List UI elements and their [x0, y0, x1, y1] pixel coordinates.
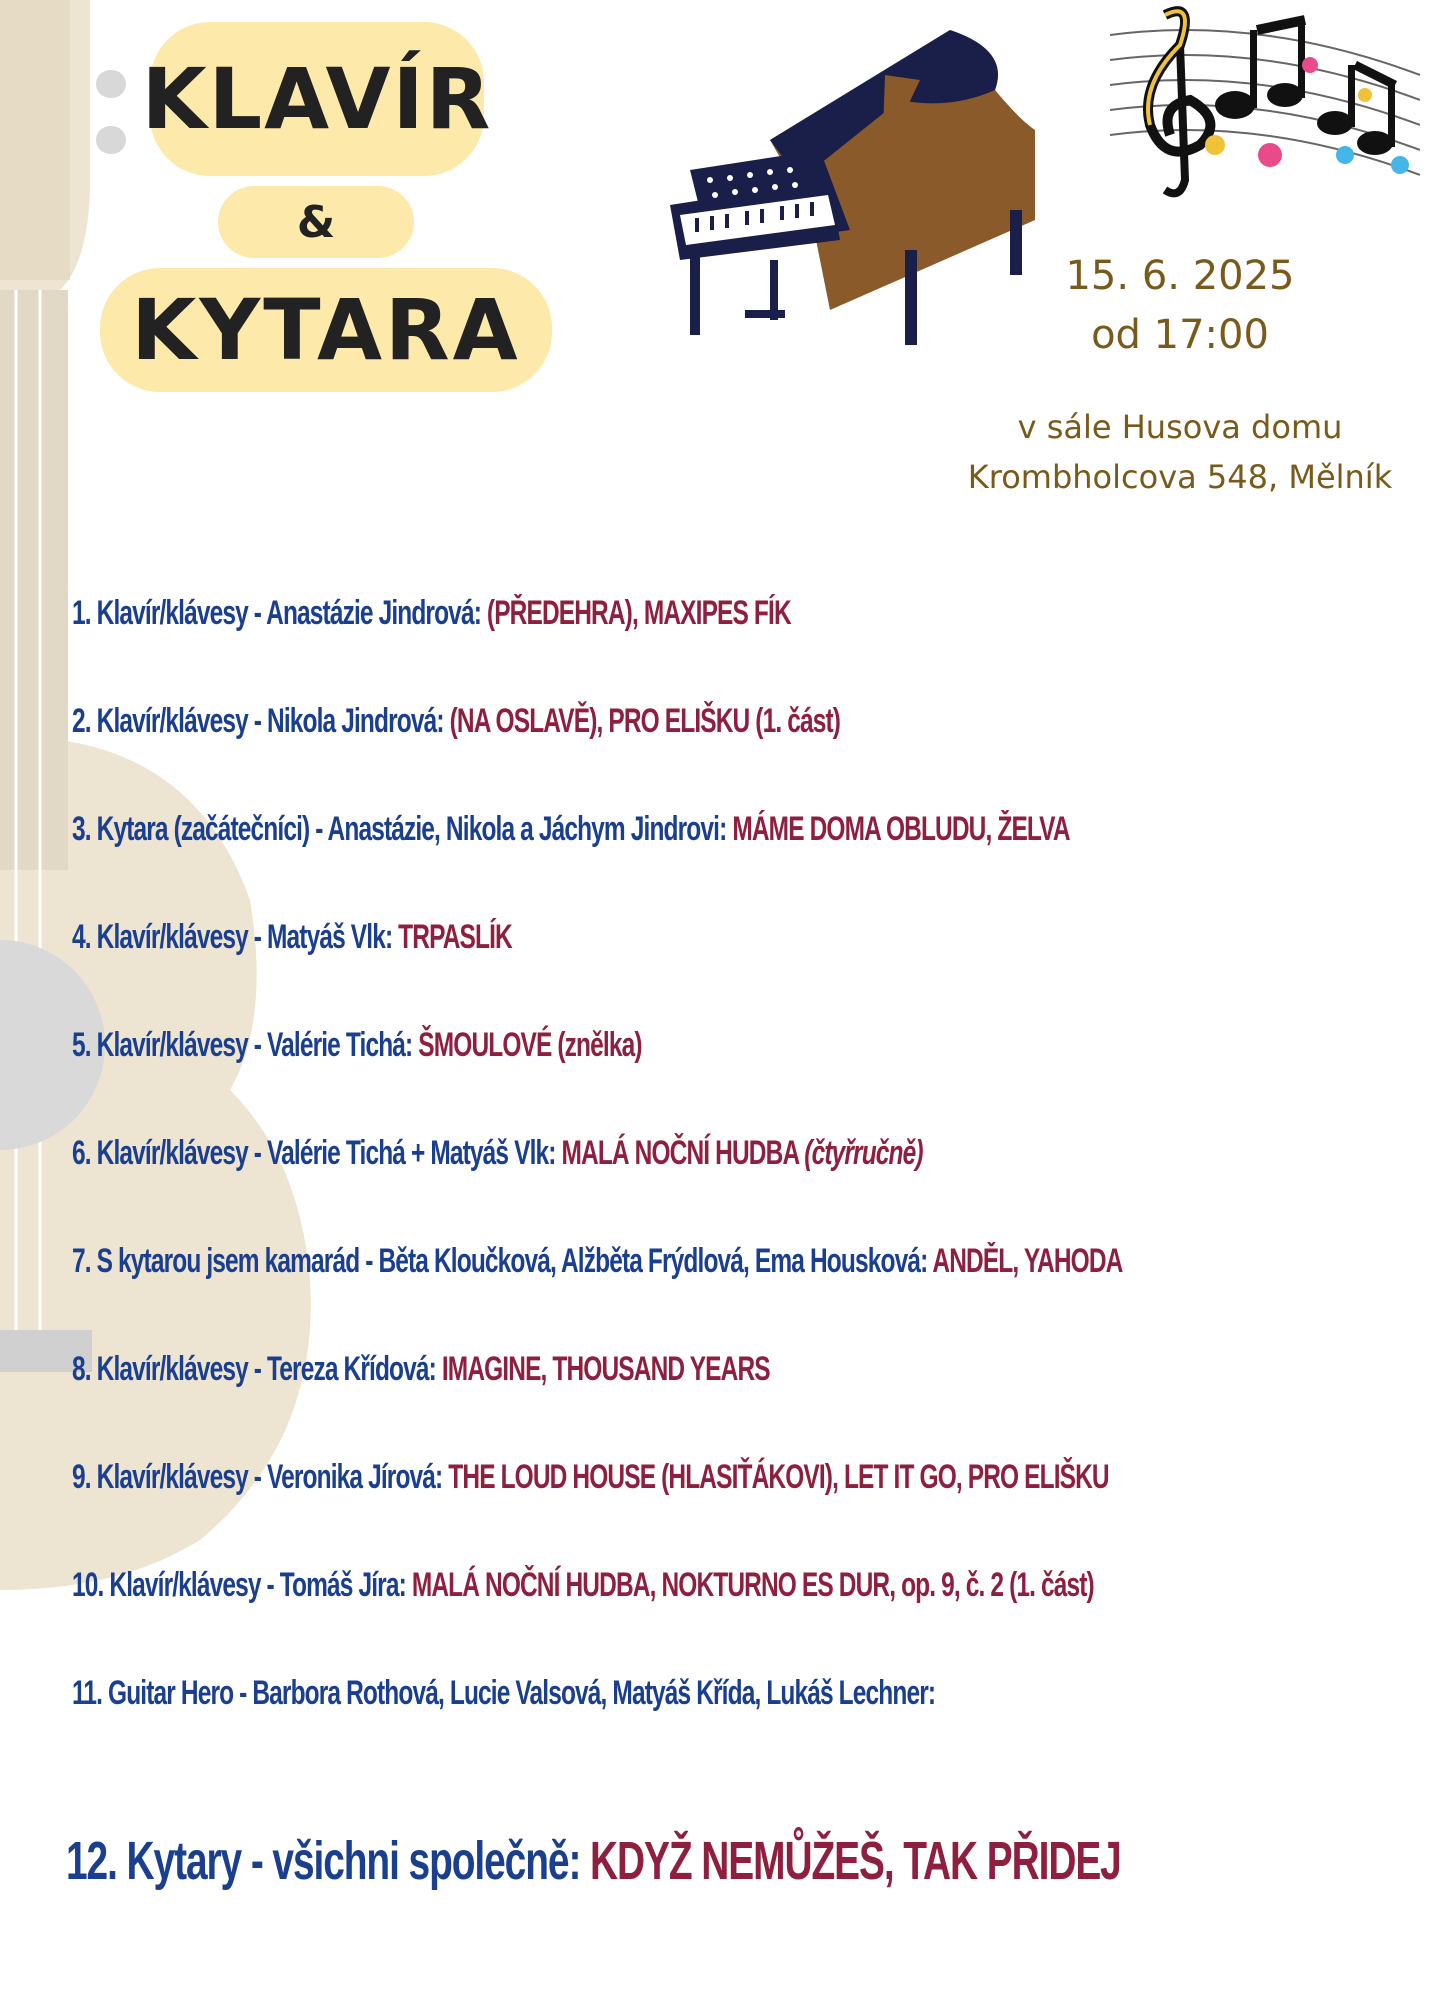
- program-item-3: [72, 810, 1070, 849]
- program-item-number: 11.: [72, 1674, 103, 1712]
- program-item-songs-note: (čtyřručně): [804, 1134, 923, 1172]
- program-item-songs: MALÁ NOČNÍ HUDBA, NOKTURNO ES DUR, op. 9, č. 2 (1. část): [411, 1566, 1094, 1604]
- program-item-number: 3.: [72, 810, 91, 848]
- event-time: od 17:00: [1091, 312, 1269, 358]
- program-item-11: [72, 1674, 935, 1713]
- program-item-number: 4.: [72, 918, 91, 956]
- program-item-songs: (NA OSLAVĚ), PRO ELIŠKU (1. část): [449, 702, 841, 740]
- title-ampersand-text: &: [296, 196, 336, 248]
- program-item-number: 6.: [72, 1134, 91, 1172]
- program-item-number: 5.: [72, 1026, 91, 1064]
- title-kytara-text: KYTARA: [131, 281, 521, 379]
- program-item-performer: Klavír/klávesy - Anastázie Jindrová:: [96, 594, 481, 632]
- program-item-songs: THE LOUD HOUSE (HLASIŤÁKOVI), LET IT GO, PRO ELIŠKU: [448, 1458, 1109, 1496]
- program-item-number: 8.: [72, 1350, 91, 1388]
- grand-piano-icon: [650, 30, 1040, 350]
- program-item-performer: Kytary - všichni společně:: [126, 1831, 581, 1891]
- program-item-songs: ANDĚL, YAHODA: [932, 1242, 1123, 1280]
- program-item-performer: Klavír/klávesy - Veronika Jírová:: [96, 1458, 443, 1496]
- program-item-performer: Klavír/klávesy - Tereza Křídová:: [96, 1350, 436, 1388]
- program-item-performer: Klavír/klávesy - Nikola Jindrová:: [96, 702, 444, 740]
- program-item-7: [72, 1242, 1122, 1281]
- event-date: 15. 6. 2025: [1065, 253, 1295, 299]
- event-venue-address: Krombholcova 548, Mělník: [967, 458, 1393, 496]
- program-item-2: [72, 702, 840, 741]
- program-item-number: 2.: [72, 702, 91, 740]
- title-ampersand: [218, 186, 414, 258]
- program-item-performer: Klavír/klávesy - Valérie Tichá + Matyáš Vlk:: [96, 1134, 556, 1172]
- program-item-performer: S kytarou jsem kamarád - Běta Kloučková, Alžběta Frýdlová, Ema Housková:: [96, 1242, 928, 1280]
- program-item-number: 7.: [72, 1242, 91, 1280]
- program-item-songs: IMAGINE, THOUSAND YEARS: [441, 1350, 770, 1388]
- program-item-performer: Guitar Hero - Barbora Rothová, Lucie Valsová, Matyáš Křída, Lukáš Lechner:: [108, 1674, 936, 1712]
- program-item-number: 12.: [66, 1831, 117, 1891]
- program-item-number: 9.: [72, 1458, 91, 1496]
- program-item-1: [72, 594, 791, 633]
- program-item-10: [72, 1566, 1094, 1605]
- program-item-songs: ŠMOULOVÉ (znělka): [418, 1026, 642, 1064]
- program-item-performer: Klavír/klávesy - Tomáš Jíra:: [109, 1566, 406, 1604]
- title-kytara: [100, 268, 552, 392]
- program-item-8: [72, 1350, 770, 1389]
- title-klavir-text: KLAVÍR: [141, 50, 493, 148]
- program-item-songs: TRPASLÍK: [398, 918, 512, 956]
- event-venue-hall: v sále Husova domu: [1017, 408, 1343, 446]
- program-item-4: [72, 918, 512, 957]
- program-item-songs: KDYŽ NEMŮŽEŠ, TAK PŘIDEJ: [590, 1831, 1121, 1891]
- title-klavir: [141, 22, 493, 176]
- program-item-performer: Klavír/klávesy - Valérie Tichá:: [96, 1026, 413, 1064]
- program-item-12: [66, 1830, 1121, 1892]
- program-item-number: 1.: [72, 594, 91, 632]
- program-item-6: [72, 1134, 923, 1173]
- program-item-number: 10.: [72, 1566, 104, 1604]
- program-item-9: [72, 1458, 1109, 1497]
- music-notes-icon: [1110, 5, 1420, 200]
- program-item-songs: MALÁ NOČNÍ HUDBA: [561, 1134, 799, 1172]
- program-item-songs: (PŘEDEHRA), MAXIPES FÍK: [486, 594, 791, 632]
- program-item-5: [72, 1026, 642, 1065]
- program-item-songs: MÁME DOMA OBLUDU, ŽELVA: [732, 810, 1070, 848]
- program-item-performer: Klavír/klávesy - Matyáš Vlk:: [96, 918, 393, 956]
- program-item-performer: Kytara (začátečníci) - Anastázie, Nikola a Jáchym Jindrovi:: [96, 810, 727, 848]
